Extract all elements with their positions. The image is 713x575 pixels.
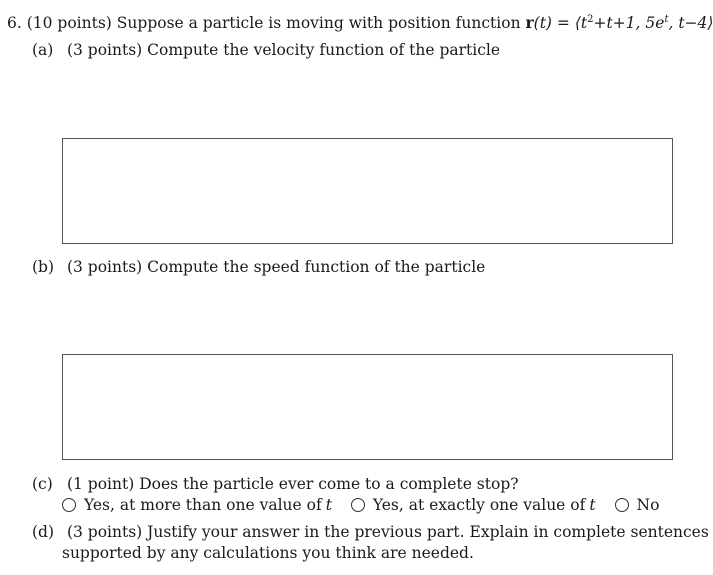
radio-yes-multiple[interactable] [62,498,76,512]
part-d-text-line2: supported by any calculations you think are needed. [62,544,474,562]
answer-box-b[interactable] [62,354,673,460]
part-b-text: Compute the speed function of the particle [147,258,486,276]
part-b-points: (3 points) [66,258,143,276]
function-exp-1: 2 [587,13,594,25]
function-exp-2: t [664,13,669,25]
part-c-text: Does the particle ever come to a complete stop? [139,475,519,493]
part-d-text-line1: Justify your answer in the previous part. Explain in complete sentences [147,523,709,541]
part-d-points: (3 points) [66,523,143,541]
function-arg: (t) = [533,14,575,32]
position-function [525,14,713,32]
part-a-points: (3 points) [66,41,143,59]
part-c-options [62,495,673,517]
part-b-label: (b) [32,258,55,276]
function-name: r [525,13,534,32]
option-no[interactable] [615,495,660,515]
part-c [32,474,519,494]
part-d [32,522,709,542]
function-value-prefix: ⟨t [574,14,588,32]
part-d-continuation [62,543,474,563]
option-yes-one-var: t [589,496,596,514]
option-yes-one-text: Yes, at exactly one value of [372,496,586,514]
question-points: (10 points) [26,14,112,32]
answer-box-a[interactable] [62,138,673,244]
option-yes-multiple-var: t [325,496,332,514]
option-yes-multiple[interactable] [62,495,332,515]
option-no-text: No [636,496,660,514]
option-yes-multiple-text: Yes, at more than one value of [84,496,322,514]
part-d-label: (d) [32,523,55,541]
question-number: 6. [7,14,22,32]
function-value-suffix: , t−4⟩ [668,14,713,32]
part-c-label: (c) [32,475,53,493]
part-a [32,40,500,60]
part-c-points: (1 point) [66,475,135,493]
part-a-label: (a) [32,41,54,59]
function-value-mid: +t+1, 5e [593,14,665,32]
question-prompt: Suppose a particle is moving with position function [116,14,521,32]
part-a-text: Compute the velocity function of the particle [147,41,501,59]
question-header [7,13,713,33]
part-b [32,257,485,277]
option-yes-one[interactable] [351,495,596,515]
radio-no[interactable] [615,498,629,512]
radio-yes-one[interactable] [351,498,365,512]
